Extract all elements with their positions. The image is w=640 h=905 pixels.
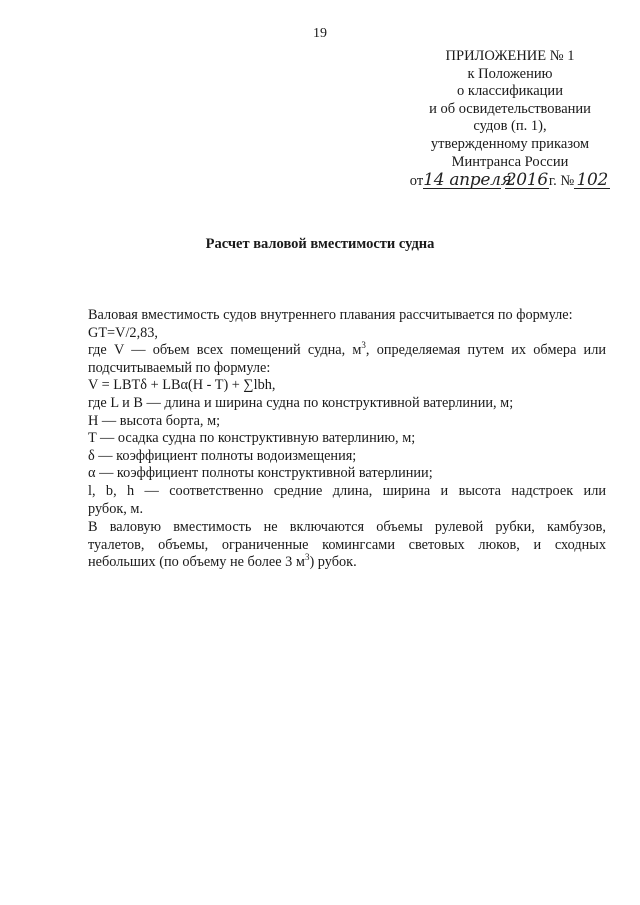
def-lb: где L и B — длина и ширина судна по конструктивной ватерлинии, м; [88,394,514,411]
volume-definition-start: где V — объем всех помещений судна, м [88,342,362,359]
order-year-field [505,172,549,189]
exclusions-line3-start: небольших (по объему не более 3 м [88,554,305,571]
def-delta: δ — коэффициент полноты водоизмещения; [88,447,357,464]
appendix-line: утвержденному приказом [430,135,590,152]
def-lbh-cont: рубок, м. [88,500,144,517]
def-h: H — высота борта, м; [88,412,221,429]
order-year-handwritten: 2016 [505,170,548,191]
intro-paragraph: Валовая вместимость судов внутреннего плавания рассчитывается по формуле: [88,307,573,323]
formula-gt: GT=V/2,83, [88,324,159,341]
exclusions-line2: туалетов, объемы, ограниченные комингсами световых люков, и сходных [88,536,606,553]
exclusions-line3 [88,554,606,572]
exclusions-line3-end: ) рубок. [309,554,357,571]
order-date-field [423,170,512,191]
document-body [88,307,606,572]
order-number-handwritten: 102 [576,170,608,191]
order-year-suffix: г. [548,173,557,190]
page-number: 19 [313,26,327,41]
order-prefix: от [409,173,424,190]
appendix-title: ПРИЛОЖЕНИЕ № 1 [445,48,575,64]
appendix-line: и об освидетельствовании [429,100,591,117]
volume-definition [88,342,606,360]
order-date-handwritten: 14 апреля [423,170,512,191]
document-title: Расчет валовой вместимости судна [205,236,435,252]
volume-unit-sup: 3 [361,340,366,351]
order-line [390,172,630,191]
def-t: T — осадка судна по конструктивную ватерлинию, м; [88,430,416,447]
exclusions-line1: В валовую вместимость не включаются объемы рулевой рубки, камбузов, [88,519,606,536]
exclusions-unit-sup: 3 [304,552,310,563]
appendix-line: о классификации [457,83,563,100]
volume-definition-cont: подсчитываемый по формуле: [88,359,271,376]
appendix-line: к Положению [467,65,553,82]
appendix-line: судов (п. 1), [473,118,547,135]
order-number-prefix: № [560,173,575,190]
volume-definition-end: , определяемая путем их обмера или [365,342,606,359]
def-alpha: α — коэффициент полноты конструктивной ватерлинии; [88,465,433,482]
formula-v: V = LBTδ + LBα(H - T) + ∑lbh, [88,377,276,394]
order-number-field [574,172,610,189]
def-lbh: l, b, h — соответственно средние длина, ширина и высота надстроек или [88,482,606,499]
appendix-header [390,48,630,191]
appendix-line: Минтранса России [451,153,569,170]
